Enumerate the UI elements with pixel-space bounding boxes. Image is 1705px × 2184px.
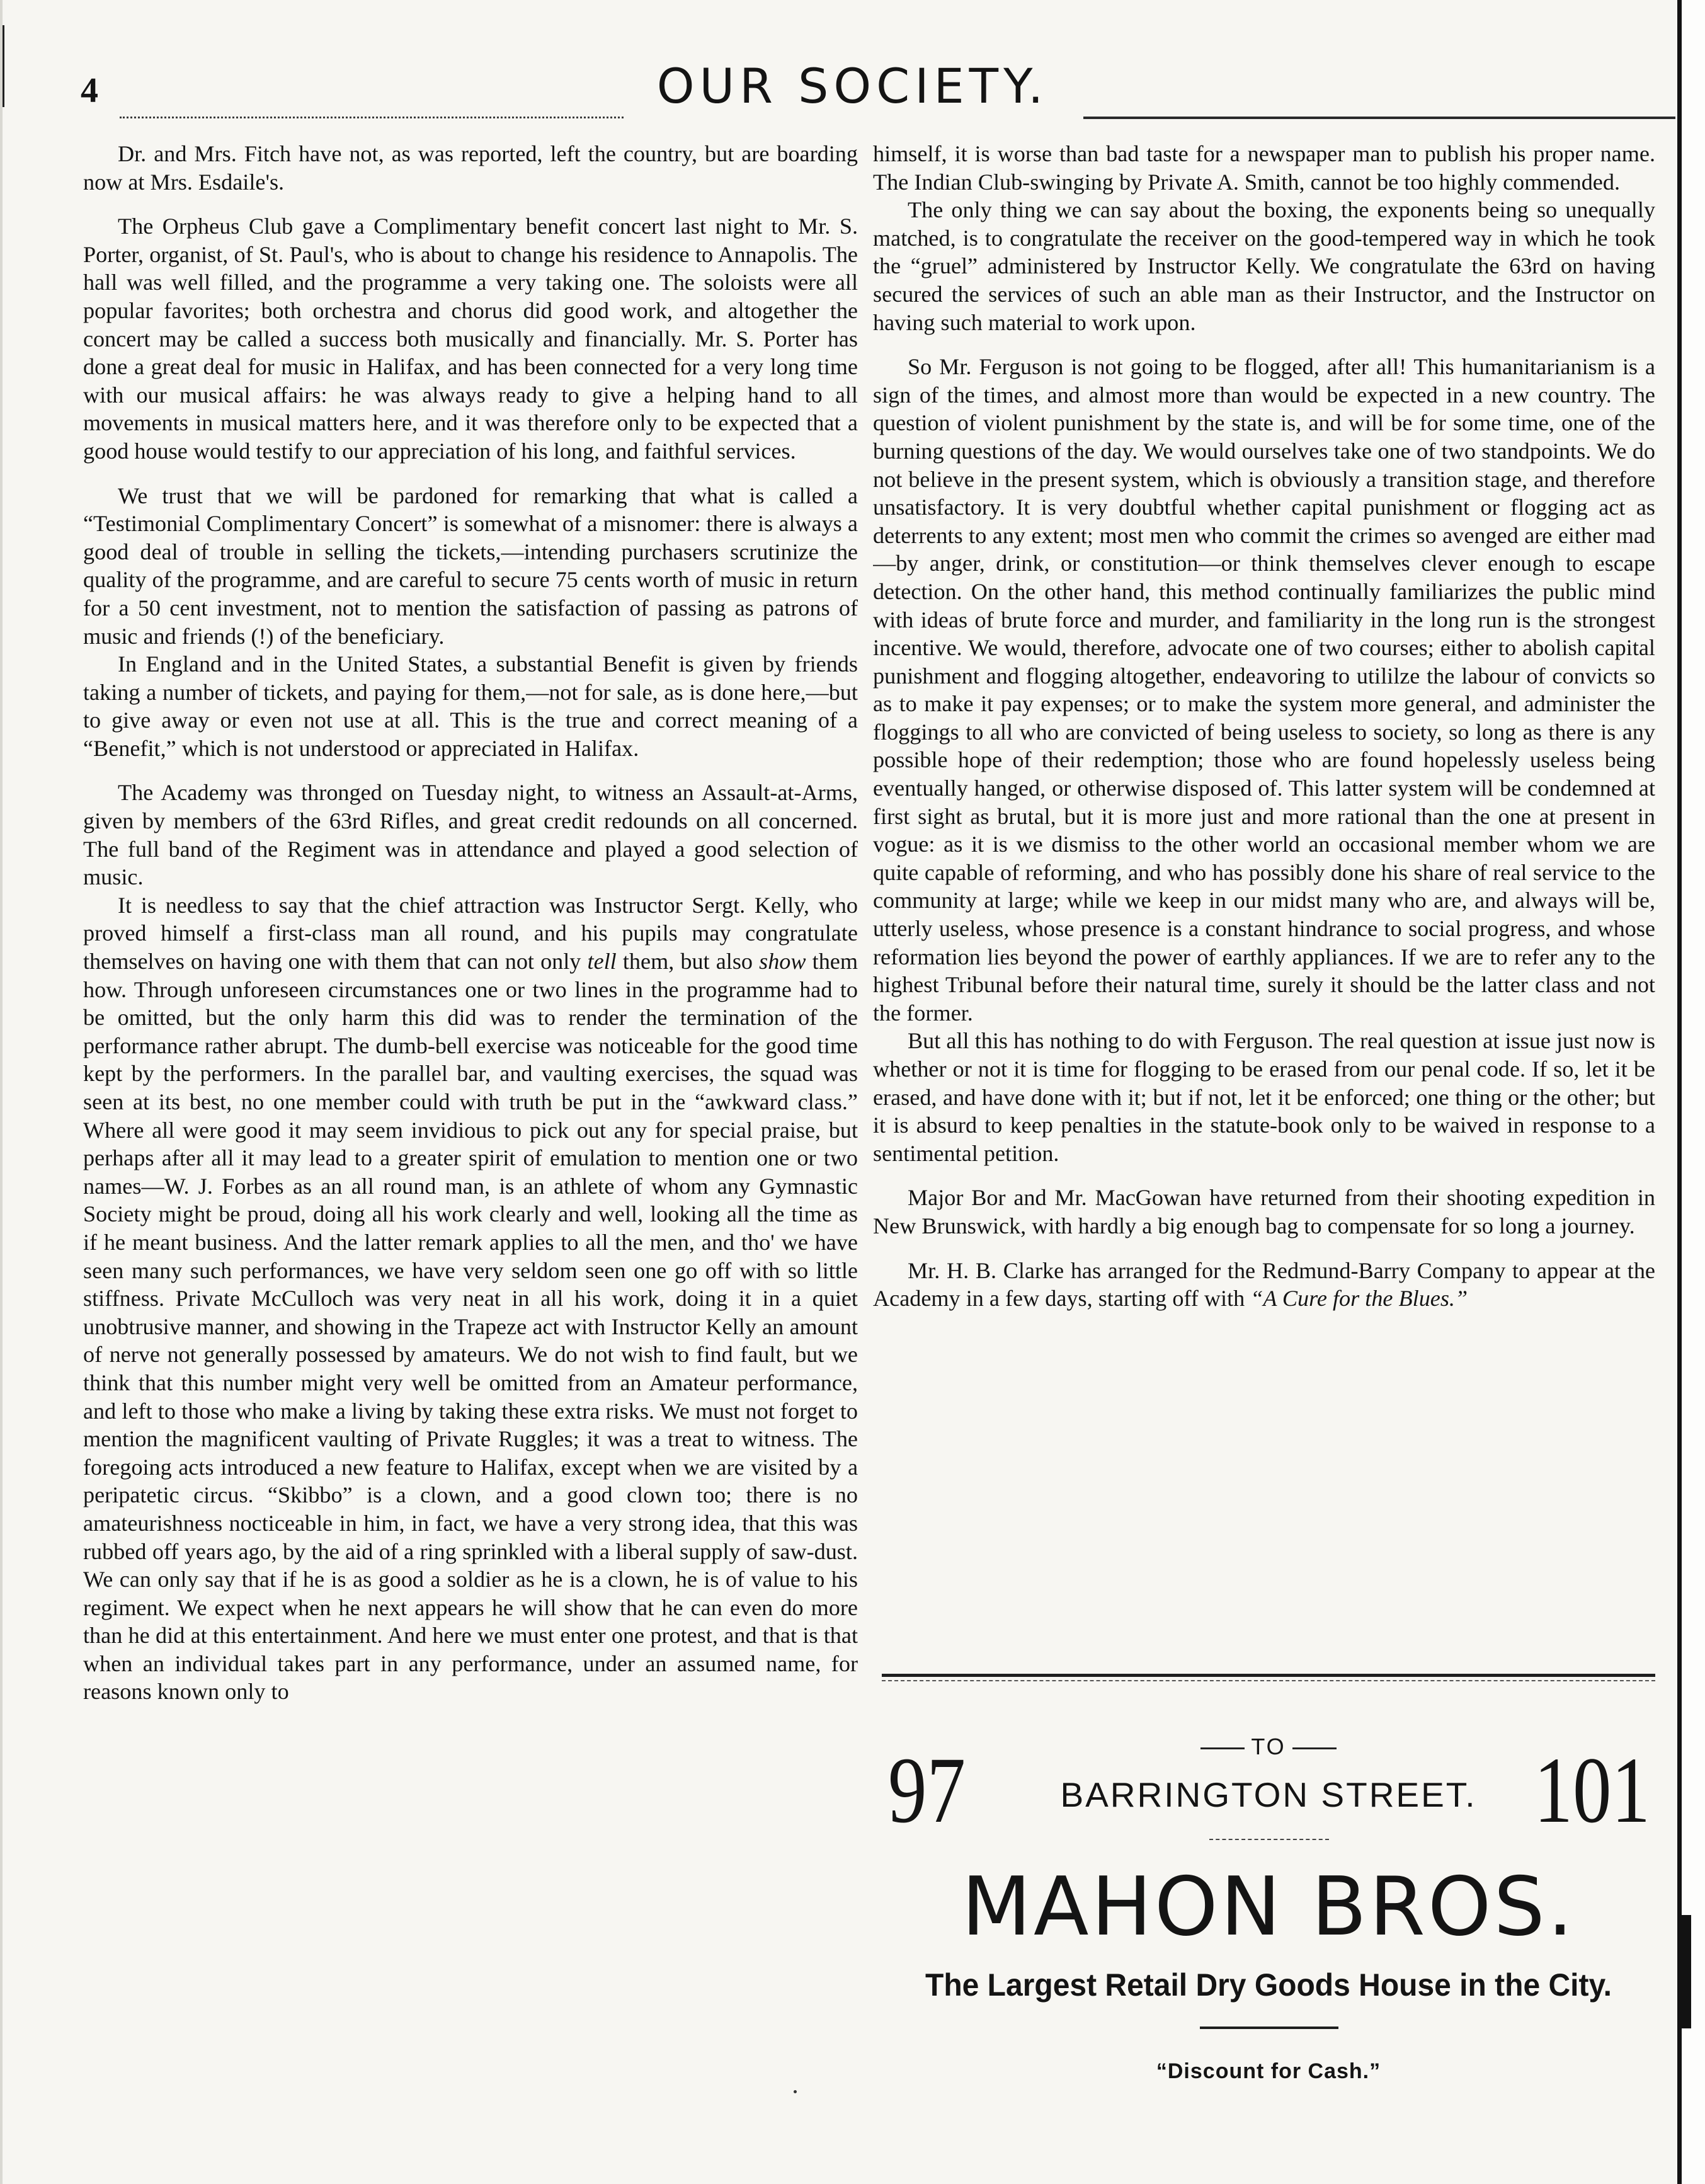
emphasis-show: show	[759, 949, 806, 975]
left-column	[83, 140, 858, 2165]
ad-top-rule-dashed	[882, 1680, 1655, 1681]
paragraph-penal-code: But all this has nothing to do with Ferguson. The real question at issue just now is whether or not it is time for flogging to be erased from our penal code. If so, let it be erased, and have done with it; but if not, let it be enforced; one thing or the other; but it is absurd to keep penalties in the statute-book only to be waived in response to a sentimental petition.	[873, 1028, 1655, 1166]
paragraph-academy-assault-at-arms: The Academy was thronged on Tuesday night, to witness an Assault-at-Arms, given by members of the 63rd Rifles, and great credit redounds on all concerned. The full band of the Regiment was in attendance and played a good selection of music.	[83, 780, 858, 890]
text-run: It is needless to say that the chief attraction was Instructor Sergt. Kelly, who proved himself a first-class man all round, and his pupils may congratulate themselves on having one with them that can not only	[83, 892, 858, 975]
paragraph-testimonial-concert: We trust that we will be pardoned for remarking that what is called a “Testimonial Complimentary Concert” is somewhat of a misnomer: there is always a good deal of trouble in selling the tickets,—intending purchasers scrutinize the quality of the programme, and are careful to secure 75 cents worth of music in return for a 50 cent investment, not to mention the satisfaction of passing as patrons of music and friends (!) of the beneficiary.	[83, 483, 858, 649]
text-run: them, but also	[616, 949, 760, 975]
paragraph-orpheus-club: The Orpheus Club gave a Complimentary benefit concert last night to Mr. S. Porter, organist, of St. Paul's, who is about to change his residence to Annapolis. The hall was well filled, and the programme a very taking one. The soloists were all popular favorites; both orchestra and chorus did good work, and altogether the concert may be called a success both musically and financially. Mr. S. Porter has done a great deal for music in Halifax, and has been connected for a very long time with our musical affairs: he was always ready to give a helping hand to all movements in musical matters here, and it was therefore only to be expected that a good house would testify to our appreciation of his long, and faithful services.	[83, 214, 858, 464]
paragraph-redmund-barry	[873, 1257, 1655, 1313]
page-number: 4	[81, 71, 98, 110]
ad-street-name: BARRINGTON STREET.	[1060, 1775, 1477, 1814]
dash-left	[1200, 1747, 1245, 1749]
paragraph-fitch: Dr. and Mrs. Fitch have not, as was reported, left the country, but are boarding now at Mrs. Esdaile's.	[83, 141, 858, 195]
emphasis-tell: tell	[587, 949, 617, 975]
ad-number-right: 101	[1534, 1738, 1650, 1843]
ad-slogan: “Discount for Cash.”	[1156, 2059, 1381, 2083]
text-run: Mr. H. B. Clarke has arranged for the Redmund-Barry Company to appear at the Academy in a few days, starting off with	[873, 1257, 1655, 1312]
header-rule-left	[120, 117, 624, 118]
paragraph-benefit-meaning: In England and in the United States, a substantial Benefit is given by friends taking a number of tickets, and paying for them,—not for sale, as is done here,—but to give away or even not use at all. This is the true and correct meaning of a “Benefit,” which is not understood or appreciated in Halifax.	[83, 651, 858, 761]
ad-dotted-rule	[1209, 1839, 1329, 1840]
masthead-title: OUR SOCIETY.	[656, 58, 1049, 114]
paragraph-shooting-expedition: Major Bor and Mr. MacGowan have returned from their shooting expedition in New Brunswick, with hardly a big enough bag to compensate for so long a journey.	[873, 1185, 1655, 1238]
print-speck	[794, 2090, 797, 2093]
play-title: “A Cure for the Blues.”	[1250, 1286, 1468, 1312]
to-text: TO	[1251, 1734, 1286, 1759]
scan-border	[1677, 0, 1705, 2184]
paragraph-ferguson-flogging: So Mr. Ferguson is not going to be flogged, after all! This humanitarianism is a sign of the times, and almost more than would be expected in a new country. The question of violent punishment by the state is, and will be for some time, one of the burning questions of the day. We would ourselves take one of two standpoints. We do not believe in the present system, which is obviously a transition stage, and therefore unsatisfactory. It is very doubtful whether capital punishment or flogging act as deterrents to any extent; most men who commit the crimes so avenged are either mad—by anger, drink, or constitution—or think themselves clever enough to escape detection. On the other hand, this method continually familiarizes the public mind with ideas of brute force and murder, and familiarity in the long run is the strongest incentive. We would, therefore, advocate one of two courses; either to abolish capital punishment and flogging altogether, endeavoring to utililze the labour of convicts so as to make it pay expenses; or to make the system more general, and administer the floggings to all who are convicted of being useless to society, so long as there is any possible hope of their redemption; those who are found hopelessly useless being eventually hanged, or otherwise disposed of. This latter system will be condemned at first sight as brutal, but it is more just and more rational than the one at present in vogue: as it is we dismiss to the other world an occasional member whom we are quite capable of reforming, and who has possibly done his share of real service to the community at large; while we keep in our midst many who are, and always will be, utterly useless, whose presence is a constant hindrance to social progress, and whose reformation lies beyond the power of earthly appliances. If we are to refer any to the highest Tribunal before their natural time, surely it should be the latter class and not the former.	[873, 354, 1655, 1026]
paragraph-instructor-kelly	[83, 891, 858, 1706]
paragraph-club-swinging: himself, it is worse than bad taste for a newspaper man to publish his proper name. The Indian Club-swinging by Private A. Smith, cannot be too highly commended.	[873, 141, 1655, 195]
ad-number-left: 97	[888, 1738, 966, 1843]
paragraph-boxing: The only thing we can say about the boxing, the exponents being so unequally matched, is to congratulate the receiver on the good-tempered way in which he took the “gruel” administered by Instructor Kelly. We congratulate the 63rd on having secured the services of such an able man as their Instructor, and the Instructor on having such material to work upon.	[873, 197, 1655, 335]
header-rule-right	[1083, 117, 1675, 119]
ad-brand-name: MAHON BROS.	[961, 1860, 1576, 1954]
ad-top-rule	[882, 1674, 1655, 1677]
text-run: them how. Through unforeseen circumstances one or two lines in the programme had to be omitted, but the only harm this did was to render the termination of the performance rather abrupt. The dumb-bell exercise was noticeable for the good time kept by the performers. In the parallel bar, and vaulting exercises, the squad was seen at its best, no one member could with truth be put in the “awkward class.” Where all were good it may seem invidious to pick out any for special praise, but perhaps after all it may lead to a greater spirit of emulation to mention one or two names—W. J. Forbes as an all round man, is an athlete of whom any Gymnastic Society might be proud, doing all his work clearly and well, looking all the time as if he meant business. And the latter remark applies to all the men, and tho' we have seen many such performances, we have very seldom seen one go off with so little stiffness. Private McCulloch was very neat in all his work, doing it in a quiet unobtrusive manner, and showing in the Trapeze act with Instructor Kelly an amount of nerve not generally possessed by amateurs. We do not wish to find fault, but we think that this number might very well be omitted from an Amateur performance, and left to those who make a living by taking these extra risks. We must not forget to mention the magnificent vaulting of Private Ruggles; it was a treat to witness. The foregoing acts introduced a new feature to Halifax, except when we are visited by a peripatetic circus. “Skibbo” is a clown, and a good clown too; there is no amateurishness nocticeable in him, in fact, we have a very strong idea, that this was rubbed off years ago, by the aid of a ring sprinkled with a liberal supply of saw-dust. We can only say that if he is as good a soldier as he is a clown, he is of value to his regiment. We expect when he next appears he will show that he can even do more than he did at this entertainment. And here we must enter one protest, and that is that when an individual takes part in any performance, under an assumed name, for reasons known only to	[83, 949, 858, 1705]
ad-tagline: The Largest Retail Dry Goods House in the City.	[925, 1967, 1612, 2003]
scan-border-notch	[1677, 1915, 1691, 2028]
ad-short-rule	[1200, 2027, 1338, 2029]
mahon-bros-advertisement	[882, 1674, 1655, 2127]
binding-edge	[0, 0, 3, 2184]
dash-right	[1292, 1747, 1337, 1749]
